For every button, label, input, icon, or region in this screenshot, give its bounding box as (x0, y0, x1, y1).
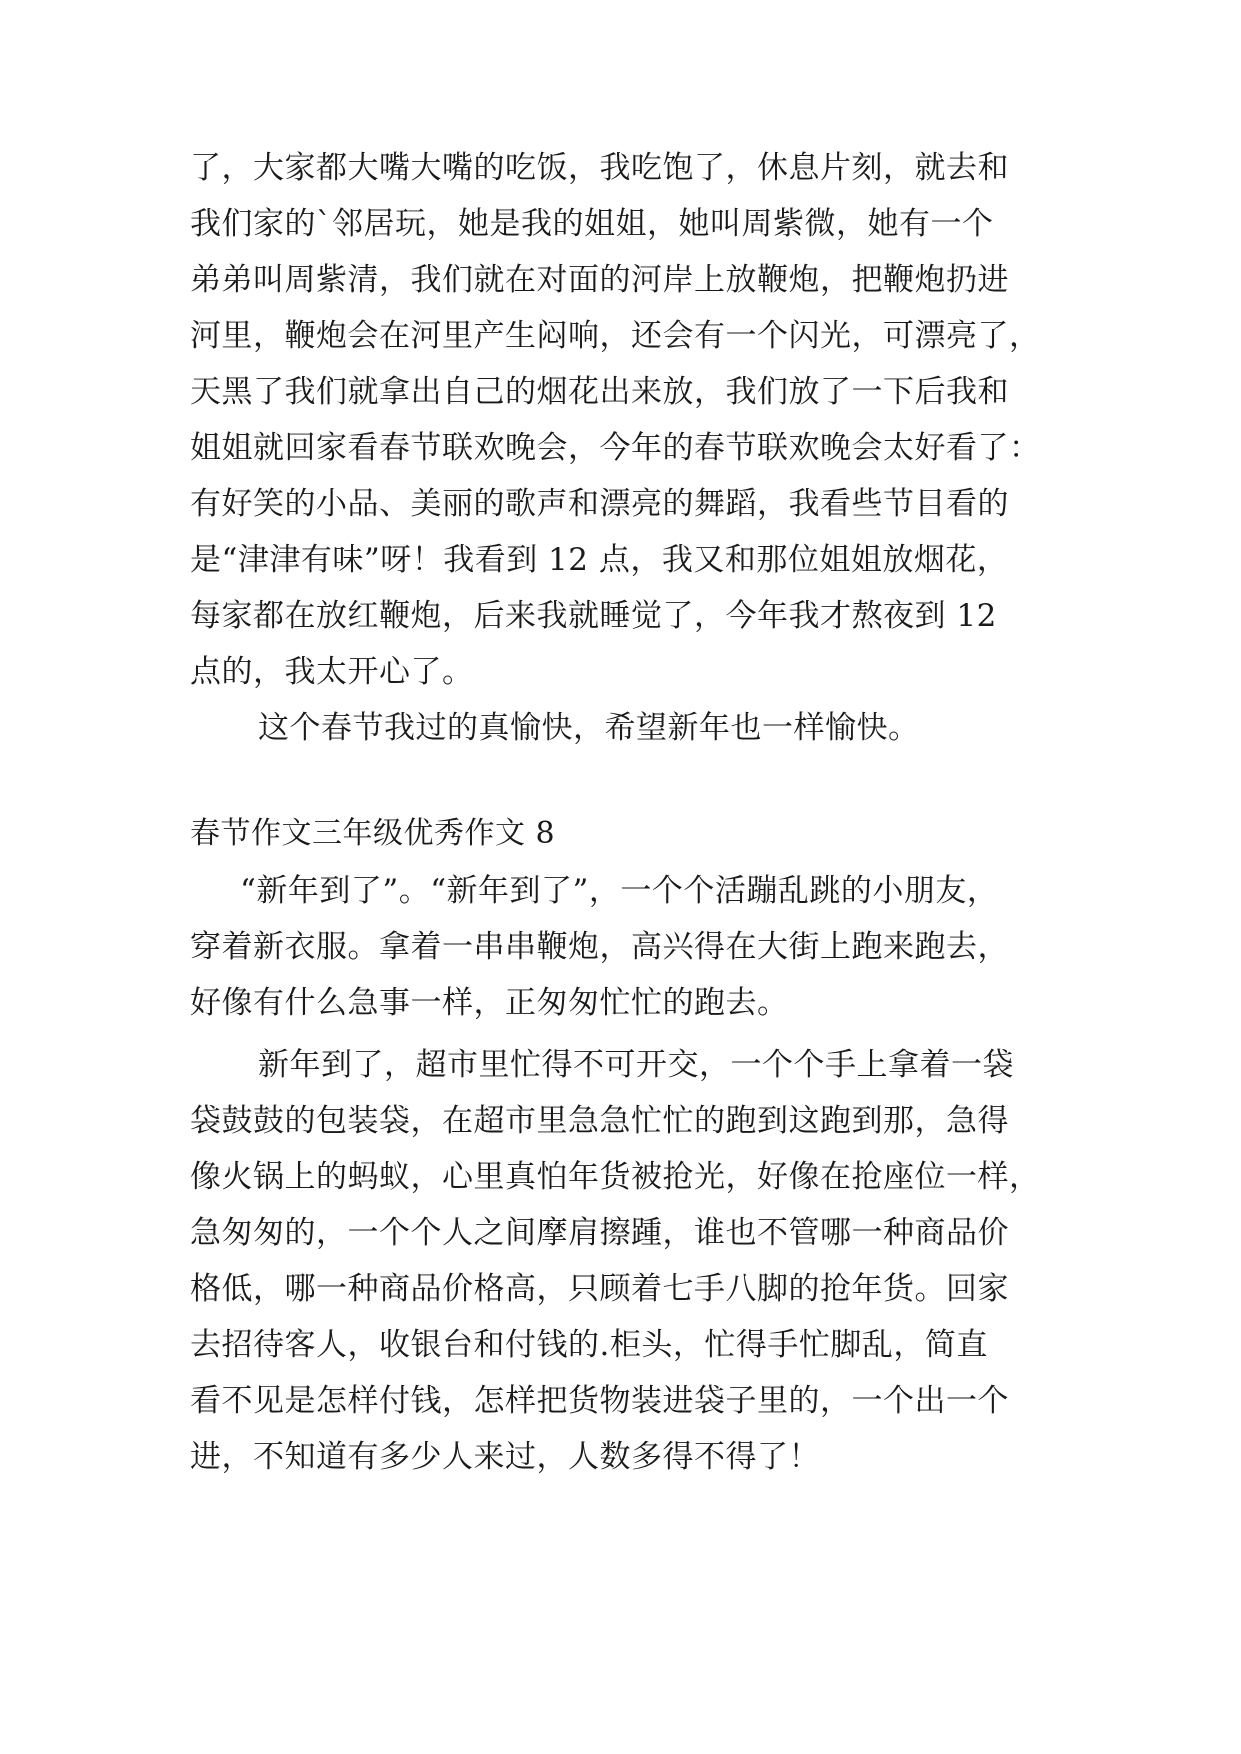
paragraph-line: 河里，鞭炮会在河里产生闷响，还会有一个闪光，可漂亮了， (190, 318, 1041, 354)
paragraph-line: 有好笑的小品、美丽的歌声和漂亮的舞蹈，我看些节目看的 (190, 486, 1009, 522)
section-heading: 春节作文三年级优秀作文 8 (190, 816, 556, 851)
paragraph-line: 点的，我太开心了。 (190, 654, 474, 690)
paragraph-line: 袋鼓鼓的包装袋，在超市里急急忙忙的跑到这跑到那，急得 (190, 1103, 1009, 1139)
paragraph-line: 是“津津有味”呀！我看到 12 点，我又和那位姐姐放烟花， (190, 542, 1009, 578)
paragraph-line: 新年到了，超市里忙得不可开交，一个个手上拿着一袋 (258, 1047, 1014, 1083)
paragraph-line: 像火锅上的蚂蚁，心里真怕年货被抢光，好像在抢座位一样， (190, 1159, 1041, 1195)
closing-line: 这个春节我过的真愉快，希望新年也一样愉快。 (258, 710, 920, 746)
paragraph-line: 去招待客人，收银台和付钱的.柜头，忙得手忙脚乱，简直 (190, 1327, 988, 1363)
paragraph-line: 看不见是怎样付钱，怎样把货物装进袋子里的，一个出一个 (190, 1383, 1009, 1419)
paragraph-line: 天黑了我们就拿出自己的烟花出来放，我们放了一下后我和 (190, 374, 1009, 410)
paragraph-line: 进，不知道有多少人来过，人数多得不得了！ (190, 1439, 820, 1475)
paragraph-line: 急匆匆的，一个个人之间摩肩擦踵，谁也不管哪一种商品价 (190, 1215, 1009, 1251)
paragraph-line: 穿着新衣服。拿着一串串鞭炮，高兴得在大街上跑来跑去， (190, 929, 1009, 965)
paragraph-line: 我们家的`邻居玩，她是我的姐姐，她叫周紫微，她有一个 (190, 206, 994, 242)
paragraph-line: 好像有什么急事一样，正匆匆忙忙的跑去。 (190, 985, 789, 1021)
paragraph-line: 了，大家都大嘴大嘴的吃饭，我吃饱了，休息片刻，就去和 (190, 150, 1009, 186)
paragraph-line: 姐姐就回家看春节联欢晚会，今年的春节联欢晚会太好看了： (190, 430, 1041, 466)
paragraph-line: 弟弟叫周紫清，我们就在对面的河岸上放鞭炮，把鞭炮扔进 (190, 262, 1009, 298)
paragraph-line: 每家都在放红鞭炮，后来我就睡觉了，今年我才熬夜到 12 (190, 598, 997, 634)
paragraph-line: 格低，哪一种商品价格高，只顾着七手八脚的抢年货。回家 (190, 1271, 1009, 1307)
paragraph-line: “新年到了”。“新年到了”，一个个活蹦乱跳的小朋友， (240, 873, 999, 909)
